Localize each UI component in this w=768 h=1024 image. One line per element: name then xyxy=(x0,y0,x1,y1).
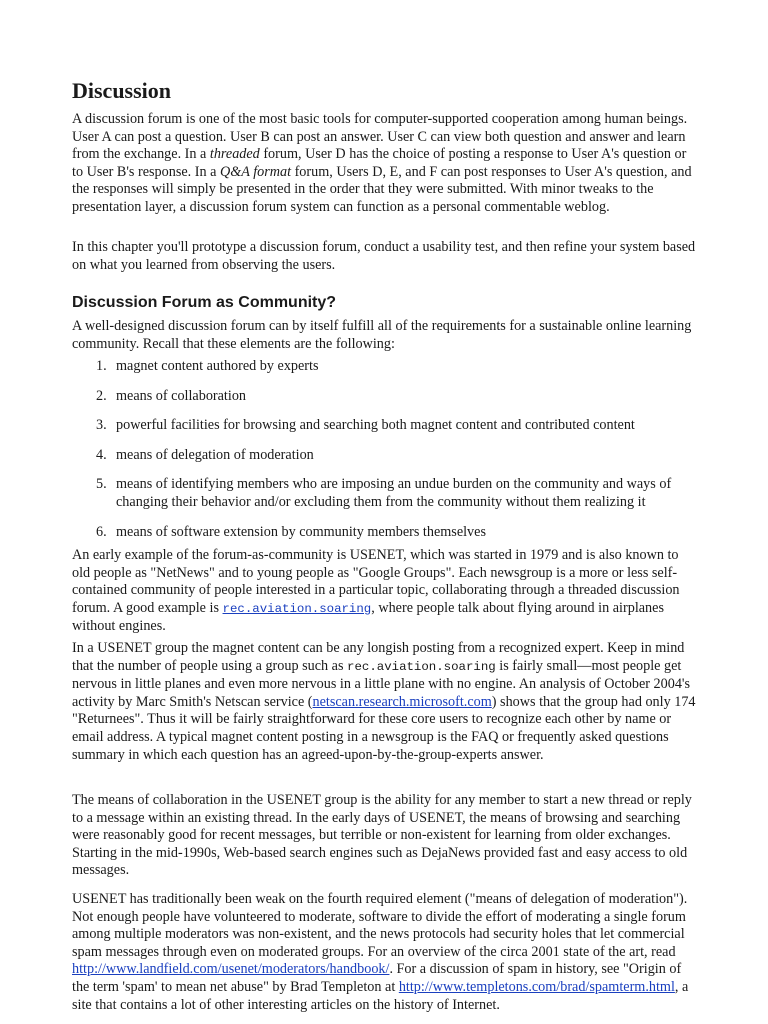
section-lead-paragraph: A well-designed discussion forum can by itself fulfill all of the requirements for a sustainable online learning community. Recall that these elements are the following: xyxy=(72,318,692,352)
page-title: Discussion xyxy=(72,78,172,103)
intro-paragraph-1: A discussion forum is one of the most basic tools for computer-supported cooperation among human beings. User A can post a question. User B can post an answer. User C can view both question and answer and learn from the exchange. In a threaded forum, User D has the choice of posting a response to User A's question or to User B's response. In a Q&A format forum, Users D, E, and F can post responses to User A's question, and the responses will simply be presented in the order that they were submitted. With minor tweaks to the presentation layer, a discussion forum system can function as a personal commentable weblog. xyxy=(72,111,692,215)
list-item: 1. magnet content authored by experts xyxy=(96,358,319,374)
list-item: 3. powerful facilities for browsing and searching both magnet content and contributed content xyxy=(96,417,635,434)
spamterm-link[interactable]: http://www.templetons.com/brad/spamterm.html xyxy=(398,978,675,995)
netscan-link[interactable]: netscan.research.microsoft.com xyxy=(312,693,492,710)
collaboration-paragraph: The means of collaboration in the USENET group is the ability for any member to start a new thread or reply to a message within an existing thread. In the early days of USENET, the means of browsing and searching were reasonably good for recent messages, but terrible or non-existent for learning from older exchanges. Starting in the mid-1990s, Web-based search engines such as DejaNews provided fast and easy access to old messages. xyxy=(72,792,692,879)
requirements-list xyxy=(72,358,698,553)
list-item: 6. means of software extension by community members themselves xyxy=(96,523,486,540)
list-item: 4. means of delegation of moderation xyxy=(96,446,314,463)
moderators-handbook-link[interactable]: http://www.landfield.com/usenet/moderators/handbook/ xyxy=(72,961,390,978)
rec-aviation-soaring-link[interactable]: rec.aviation.soaring xyxy=(222,601,372,616)
usenet-paragraph: An early example of the forum-as-community is USENET, which was started in 1979 and is also known to old people as "NetNews" and to young people as "Google Groups". Each newsgroup is a more or less self-contained community of people interested in a particular topic, collaborating through a threaded discussion forum. A good example is rec.aviation.soaring, where people talk about flying around in airplanes without engines. xyxy=(72,547,680,635)
magnet-content-paragraph: In a USENET group the magnet content can be any longish posting from a recognized expert. Keep in mind that the number of people using a group such as rec.aviation.soaring is fairly small—most people get nervous in little planes and even more nervous in a little plane with no engine. An analysis of October 2004's activity by Marc Smith's Netscan service (netscan.research.microsoft.com) shows that the group had only 174 "Returnees". Thus it will be fairly straightforward for these core users to recognize each other by name or email address. A typical magnet content posting in a newsgroup is the FAQ or frequently asked questions summary in which each question has an agreed-upon-by-the-group-experts answer. xyxy=(72,640,696,763)
section-heading: Discussion Forum as Community? xyxy=(72,294,337,311)
intro-paragraph-2: In this chapter you'll prototype a discussion forum, conduct a usability test, and then refine your system based on what you learned from observing the users. xyxy=(72,239,696,273)
list-item: 2. means of collaboration xyxy=(96,387,247,404)
moderation-paragraph: USENET has traditionally been weak on the fourth required element ("means of delegation of moderation"). Not enough people have volunteered to moderate, software to divide the effort of moderating a single forum among multiple moderators was non-existent, and the news protocols had security holes that let commercial spam messages through even on moderated groups. For an overview of the circa 2001 state of the art, read http://www.landfield.com/usenet/moderators/handbook/. For a discussion of spam in history, see "Origin of the term 'spam' to mean net abuse" by Brad Templeton at http://www.templetons.com/brad/spamterm.html, a site that contains a lot of other interesting articles on the history of Internet. xyxy=(72,891,689,1013)
list-item: 5. means of identifying members who are imposing an undue burden on the community and ways of changing their behavior and/or excluding them from the community without them realizing it xyxy=(96,476,672,510)
